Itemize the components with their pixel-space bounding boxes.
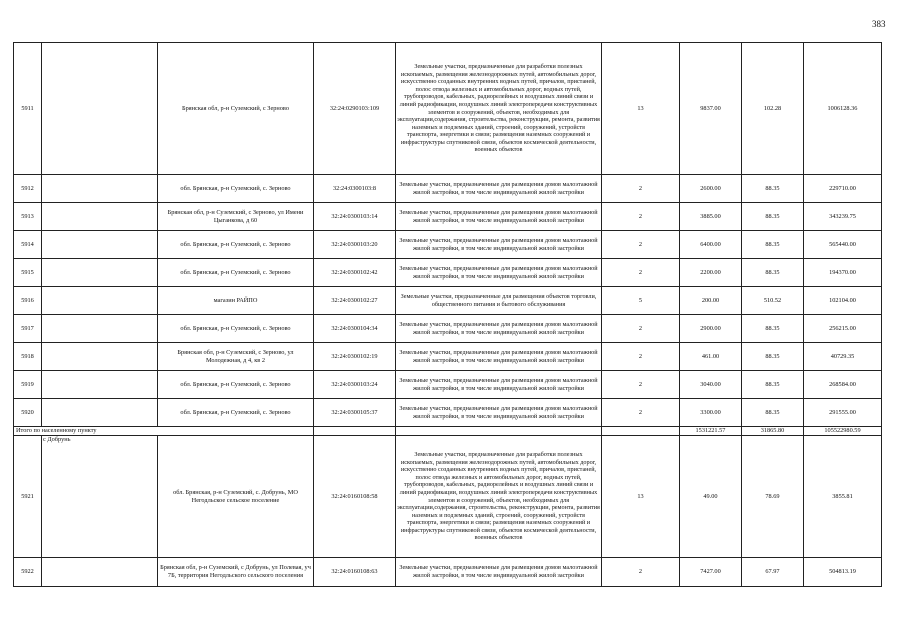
- cadastral-number: 32:24:0300102:27: [314, 287, 396, 315]
- cadastral-number: 32:24:0290103:109: [314, 43, 396, 175]
- total-value: 105522980.59: [804, 427, 882, 436]
- empty-cell: [42, 231, 158, 259]
- empty-cell: [42, 371, 158, 399]
- rate-value: 88.35: [742, 399, 804, 427]
- cadastral-value: 3855.81: [804, 436, 882, 558]
- cadastral-number: 32:24:0300102:42: [314, 259, 396, 287]
- cadastral-number: 32:24:0160108:58: [314, 436, 396, 558]
- rate-value: 88.35: [742, 203, 804, 231]
- table-row: [14, 558, 882, 587]
- group-number: 2: [602, 371, 680, 399]
- empty-cell: [42, 175, 158, 203]
- cadastral-value: 194370.00: [804, 259, 882, 287]
- table-row: [14, 259, 882, 287]
- empty-cell: [42, 343, 158, 371]
- land-use-purpose: Земельные участки, предназначенные для размещения объектов торговли, общественного питания и бытового обслуживания: [396, 287, 602, 315]
- rate-value: 88.35: [742, 343, 804, 371]
- rate-value: 88.35: [742, 371, 804, 399]
- area-value: 7427.00: [680, 558, 742, 587]
- cadastral-value: 291555.00: [804, 399, 882, 427]
- land-use-purpose: Земельные участки, предназначенные для разработки полезных ископаемых, размещения железнодорожных путей, автомобильных дорог, искусственно созданных внутренних водных путей, причалов, пристаней, полос отвода железных и автомобильных дорог, водных путей, трубопроводов, кабельных, радиорелейных и воздушных линий связи и линий радиофикации, воздушных линий электропередачи конструктивных элементов и сооружений, объектов, необходимых для эксплуатации,содержания, строительства, реконструкции, ремонта, развития наземных и подземных зданий, строений, сооружений, устройств транспорта, энергетики и связи; размещения наземных сооружений и инфраструктуры спутниковой связи, объектов космической деятельности, военных объектов: [396, 436, 602, 558]
- land-use-purpose: Земельные участки, предназначенные для размещения домов малоэтажной жилой застройки, в том числе индивидуальной жилой застройки: [396, 371, 602, 399]
- land-use-purpose: Земельные участки, предназначенные для размещения домов малоэтажной жилой застройки, в том числе индивидуальной жилой застройки: [396, 343, 602, 371]
- cadastral-number: 32:24:0300103:14: [314, 203, 396, 231]
- page-number: 383: [872, 19, 886, 29]
- table-row: [14, 231, 882, 259]
- table-row: [14, 43, 882, 175]
- area-value: 200.00: [680, 287, 742, 315]
- address-cell: Брянская обл, р-н Суземский, с Добрунь, ул Полевая, уч 7Б, территория Негодльского сельского поселения: [158, 558, 314, 587]
- group-number: 2: [602, 558, 680, 587]
- area-value: 2900.00: [680, 315, 742, 343]
- row-number-value: 5921: [21, 492, 34, 500]
- group-number: 2: [602, 203, 680, 231]
- rate-value: 102.28: [742, 43, 804, 175]
- cadastral-number: 32:24:0160108:63: [314, 558, 396, 587]
- land-use-purpose: Земельные участки, предназначенные для размещения домов малоэтажной жилой застройки, в том числе индивидуальной жилой застройки: [396, 259, 602, 287]
- area-value: 9837.00: [680, 43, 742, 175]
- row-number: 5918: [14, 343, 42, 371]
- land-use-purpose: Земельные участки, предназначенные для размещения домов малоэтажной жилой застройки, в том числе индивидуальной жилой застройки: [396, 203, 602, 231]
- row-number: 5920: [14, 399, 42, 427]
- row-number: 5919: [14, 371, 42, 399]
- row-number: 5922: [14, 558, 42, 587]
- rate-value: 510.52: [742, 287, 804, 315]
- land-use-purpose: Земельные участки, предназначенные для размещения домов малоэтажной жилой застройки, в том числе индивидуальной жилой застройки: [396, 231, 602, 259]
- group-number: 5: [602, 287, 680, 315]
- rate-value: 88.35: [742, 231, 804, 259]
- table-row: [14, 371, 882, 399]
- address-cell: Брянская обл, р-н Суземский, с Зерново, ул Имени Цыганкова, д 60: [158, 203, 314, 231]
- land-use-purpose: Земельные участки, предназначенные для размещения домов малоэтажной жилой застройки, в том числе индивидуальной жилой застройки: [396, 558, 602, 587]
- cadastral-number: 32:24:0300102:19: [314, 343, 396, 371]
- land-use-purpose: Земельные участки, предназначенные для размещения домов малоэтажной жилой застройки, в том числе индивидуальной жилой застройки: [396, 399, 602, 427]
- table-row: [14, 315, 882, 343]
- area-value: 6400.00: [680, 231, 742, 259]
- empty-cell: [42, 287, 158, 315]
- group-number: 2: [602, 315, 680, 343]
- cadastral-value: 268584.00: [804, 371, 882, 399]
- address-cell: Брянская обл, р-н Суземский, с Зерново, ул Молодежная, д 4, кв 2: [158, 343, 314, 371]
- empty-cell: [42, 399, 158, 427]
- land-use-purpose: Земельные участки, предназначенные для разработки полезных ископаемых, размещения железнодорожных путей, автомобильных дорог, искусственно созданных внутренних водных путей, причалов, пристаней, полос отвода железных и автомобильных дорог, водных путей, трубопроводов, кабельных, радиорелейных и воздушных линий связи и линий радиофикации, воздушных линий электропередачи конструктивных элементов и сооружений, объектов, необходимых для эксплуатации,содержания, строительства, реконструкции, ремонта, развития наземных и подземных зданий, строений, сооружений, устройств транспорта, энергетики и связи; размещения наземных сооружений и инфраструктуры спутниковой связи, объектов космической деятельности, военных объектов: [396, 43, 602, 175]
- area-value: 2600.00: [680, 175, 742, 203]
- table-row: [14, 203, 882, 231]
- table-row: [14, 287, 882, 315]
- table-row: [14, 175, 882, 203]
- rate-value: 88.35: [742, 259, 804, 287]
- row-number: [14, 436, 42, 558]
- cadastral-value: 102104.00: [804, 287, 882, 315]
- group-number: 2: [602, 399, 680, 427]
- row-number: 5911: [14, 43, 42, 175]
- empty-cell: [42, 203, 158, 231]
- total-rate: 31865.80: [742, 427, 804, 436]
- row-number: 5917: [14, 315, 42, 343]
- empty-cell: [42, 558, 158, 587]
- land-use-purpose: Земельные участки, предназначенные для размещения домов малоэтажной жилой застройки, в том числе индивидуальной жилой застройки: [396, 175, 602, 203]
- area-value: 2200.00: [680, 259, 742, 287]
- address-cell: обл. Брянская, р-н Суземский, с. Добрунь, МО Негодльское сельское поселение: [158, 436, 314, 558]
- total-row: [14, 427, 882, 436]
- cadastral-number: 32:24:0300103:8: [314, 175, 396, 203]
- row-number: 5915: [14, 259, 42, 287]
- table-row: [14, 343, 882, 371]
- empty-cell: [42, 43, 158, 175]
- address-cell: обл. Брянская, р-н Суземский, с. Зерново: [158, 231, 314, 259]
- cadastral-number: 32:24:0300103:20: [314, 231, 396, 259]
- address-cell: обл. Брянская, р-н Суземский, с. Зерново: [158, 371, 314, 399]
- address-cell: обл. Брянская, р-н Суземский, с. Зерново: [158, 259, 314, 287]
- total-area: 1531221.57: [680, 427, 742, 436]
- area-value: 49.00: [680, 436, 742, 558]
- group-number: 2: [602, 259, 680, 287]
- cadastral-value: 229710.00: [804, 175, 882, 203]
- group-number: 2: [602, 175, 680, 203]
- address-cell: магазин РАЙПО: [158, 287, 314, 315]
- table-row: [14, 399, 882, 427]
- total-label: Итого по населенному пункту: [14, 427, 314, 436]
- land-use-purpose: Земельные участки, предназначенные для размещения домов малоэтажной жилой застройки, в том числе индивидуальной жилой застройки: [396, 315, 602, 343]
- empty-cell: [42, 259, 158, 287]
- cadastral-value: 504813.19: [804, 558, 882, 587]
- area-value: 3885.00: [680, 203, 742, 231]
- address-cell: Брянская обл, р-н Суземский, с Зерново: [158, 43, 314, 175]
- rate-value: 88.35: [742, 315, 804, 343]
- empty-cell: [602, 427, 680, 436]
- area-value: 461.00: [680, 343, 742, 371]
- row-number: 5914: [14, 231, 42, 259]
- cadastral-value: 565440.00: [804, 231, 882, 259]
- area-value: 3300.00: [680, 399, 742, 427]
- empty-cell: [42, 315, 158, 343]
- locality-cell: [42, 436, 158, 558]
- cadastral-number: 32:24:0300104:34: [314, 315, 396, 343]
- cadastral-value: 343239.75: [804, 203, 882, 231]
- empty-cell: [314, 427, 396, 436]
- cadastral-value: 256215.00: [804, 315, 882, 343]
- cadastral-number: 32:24:0300103:24: [314, 371, 396, 399]
- empty-cell: [396, 427, 602, 436]
- address-cell: обл. Брянская, р-н Суземский, с. Зерново: [158, 399, 314, 427]
- area-value: 3040.00: [680, 371, 742, 399]
- address-cell: обл. Брянская, р-н Суземский, с. Зерново: [158, 315, 314, 343]
- group-number: 2: [602, 343, 680, 371]
- row-number: 5913: [14, 203, 42, 231]
- cadastral-number: 32:24:0300105:37: [314, 399, 396, 427]
- group-number: 13: [602, 43, 680, 175]
- address-cell: обл. Брянская, р-н Суземский, с. Зерново: [158, 175, 314, 203]
- land-register-table: [13, 42, 882, 587]
- cadastral-value: 1006128.36: [804, 43, 882, 175]
- table-row: [14, 436, 882, 558]
- group-number: 13: [602, 436, 680, 558]
- cadastral-value: 40729.35: [804, 343, 882, 371]
- rate-value: 88.35: [742, 175, 804, 203]
- row-number: 5916: [14, 287, 42, 315]
- group-number: 2: [602, 231, 680, 259]
- row-number: 5912: [14, 175, 42, 203]
- rate-value: 78.69: [742, 436, 804, 558]
- locality-name: с Добрунь: [43, 436, 71, 443]
- rate-value: 67.97: [742, 558, 804, 587]
